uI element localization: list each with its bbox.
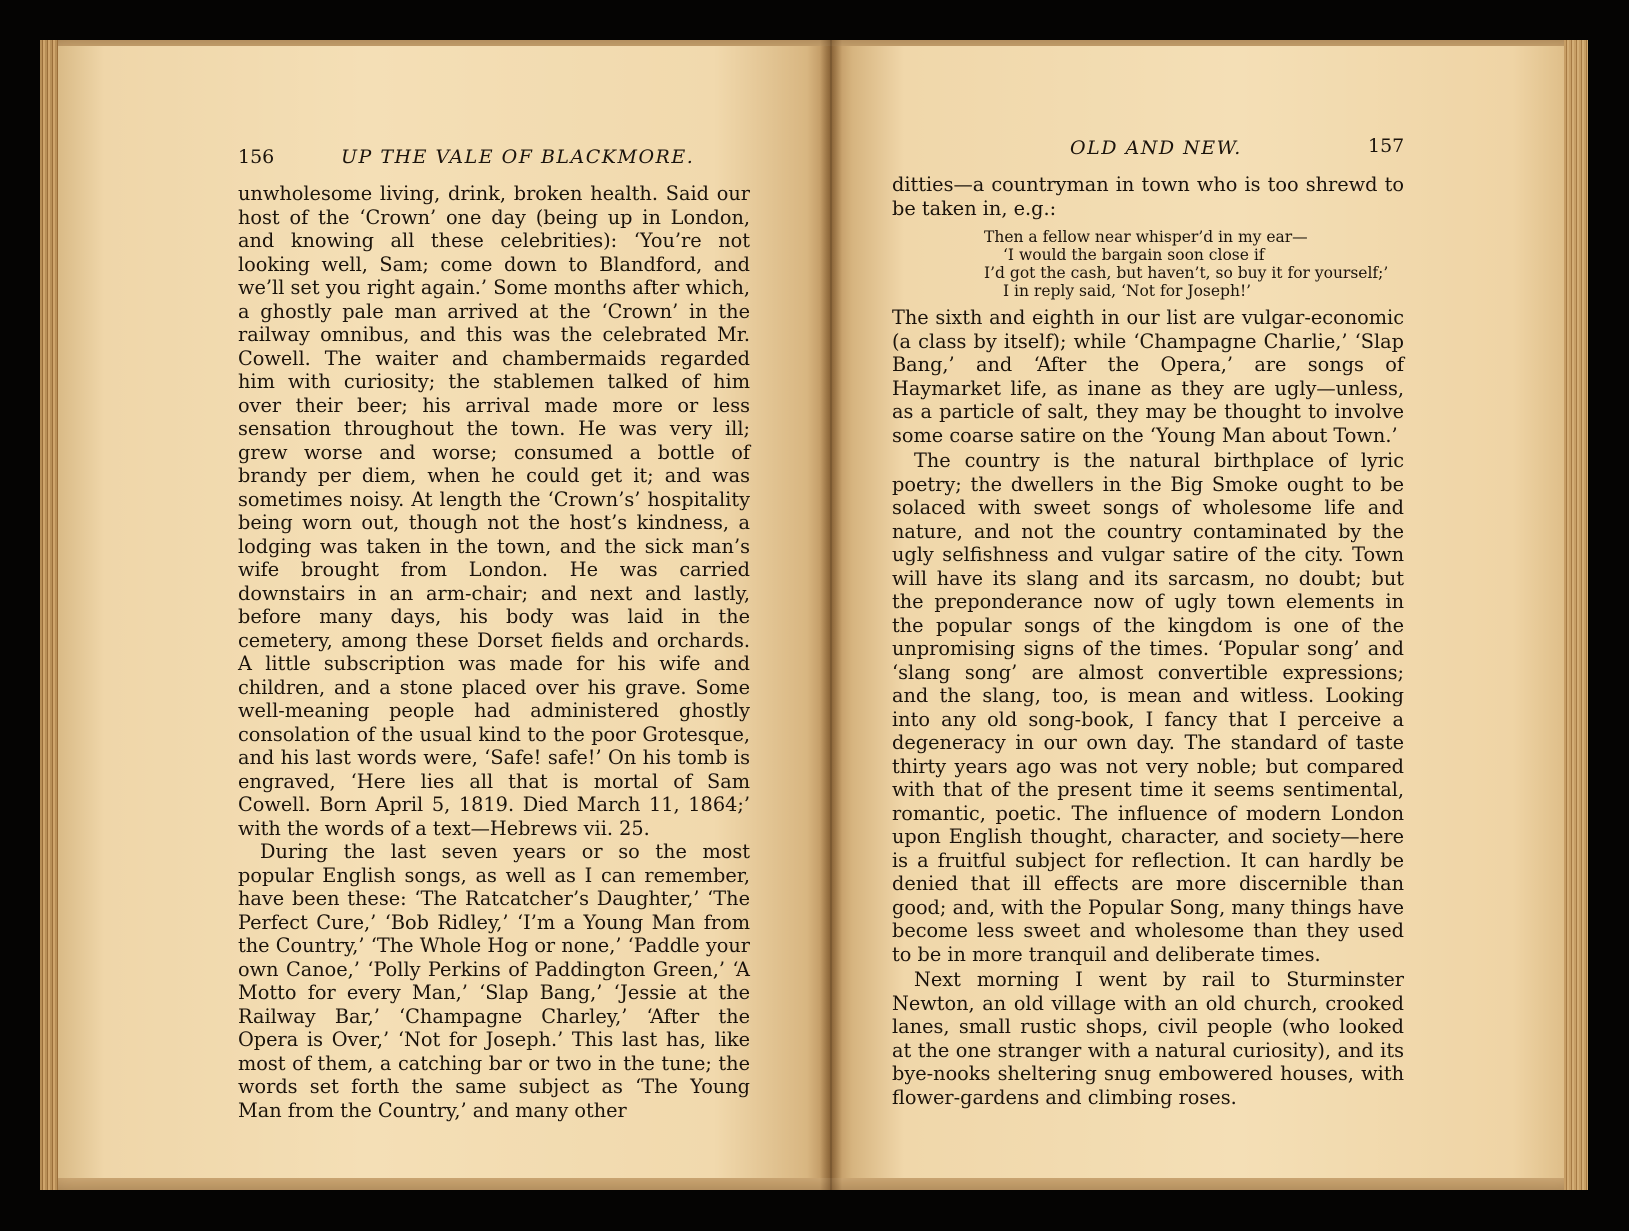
page-edges-right xyxy=(1564,40,1588,1190)
running-head-left: UP THE VALE OF BLACKMORE. xyxy=(341,146,695,168)
verse-quote xyxy=(892,228,1404,300)
left-paragraph-1: unwholesome living, drink, broken health. Said our host of the ‘Crown’ one day (being up in London, and knowing all these celebrities): ‘You’re not looking well, Sam; come down to Blandford, and we’ll set you right again.’ Some months after which, a ghostly pale man arrived at the ‘Crown’ in the railway omnibus, and this was the celebrated Mr. Cowell. The waiter and chambermaids regarded him with curiosity; the stablemen talked of him over their beer; his arrival made more or less sensation throughout the town. He was very ill; grew worse and worse; consumed a bottle of brandy per diem, when he could get it; and was sometimes noisy. At length the ‘Crown’s’ hospitality being worn out, though not the host’s kindness, a lodging was taken in the town, and the sick man’s wife brought from London. He was carried downstairs in an arm-chair; and next and lastly, before many days, his body was laid in the cemetery, among these Dorset fields and orchards. A little subscription was made for his wife and children, and a stone placed over his grave. Some well-meaning people had administered ghostly consolation of the usual kind to the poor Grotesque, and his last words were, ‘Safe! safe!’ On his tomb is engraved, ‘Here lies all that is mortal of Sam Cowell. Born April 5, 1819. Died March 11, 1864;’ with the words of a text—Hebrews vii. 25. xyxy=(238,182,750,840)
left-page xyxy=(58,46,830,1178)
verse-line: I in reply said, ‘Not for Joseph!’ xyxy=(1003,282,1252,300)
page-number-right: 157 xyxy=(1368,135,1405,157)
right-paragraph-1: ditties—a countryman in town who is too shrewd to be taken in, e.g.: xyxy=(892,173,1404,220)
left-page-body xyxy=(238,182,750,1122)
page-edges-left xyxy=(40,40,58,1190)
verse-line: Then a fellow near whisper’d in my ear— xyxy=(984,228,1308,246)
right-paragraph-3: The country is the natural birthplace of lyric poetry; the dwellers in the Big Smoke ought to be solaced with sweet songs of wholesome life and nature, and not the country contaminated by the ugly selfishness and vulgar satire of the city. Town will have its slang and its sarcasm, no doubt; but the preponderance now of ugly town elements in the popular songs of the kingdom is one of the unpromising signs of the times. ‘Popular song’ and ‘slang song’ are almost convertible expressions; and the slang, too, is mean and witless. Looking into any old song-book, I fancy that I perceive a degeneracy in our own day. The standard of taste thirty years ago was not very noble; but compared with that of the present time it seems sentimental, romantic, poetic. The influence of modern London upon English thought, character, and society—here is a fruitful subject for reflection. It can hardly be denied that ill effects are more discernible than good; and, with the Popular Song, many things have become less sweet and wholesome than they used to be in more tranquil and deliberate times. xyxy=(892,449,1404,966)
verse-line: ‘I would the bargain soon close if xyxy=(1003,246,1265,264)
left-paragraph-2: During the last seven years or so the most popular English songs, as well as I can remember, have been these: ‘The Ratcatcher’s Daughter,’ ‘The Perfect Cure,’ ‘Bob Ridley,’ ‘I’m a Young Man from the Country,’ ‘The Whole Hog or none,’ ‘Paddle your own Canoe,’ ‘Polly Perkins of Paddington Green,’ ‘A Motto for every Man,’ ‘Slap Bang,’ ‘Jessie at the Railway Bar,’ ‘Champagne Charley,’ ‘After the Opera is Over,’ ‘Not for Joseph.’ This last has, like most of them, a catching bar or two in the tune; the words set forth the same subject as ‘The Young Man from the Country,’ and many other xyxy=(238,840,750,1122)
right-paragraph-2: The sixth and eighth in our list are vulgar-economic (a class by itself); while ‘Champagne Charlie,’ ‘Slap Bang,’ and ‘After the Opera,’ are songs of Haymarket life, as inane as they are ugly—unless, as a particle of salt, they may be thought to involve some coarse satire on the ‘Young Man about Town.’ xyxy=(892,306,1404,447)
verse-line: I’d got the cash, but haven’t, so buy it for yourself;’ xyxy=(984,264,1389,282)
open-book xyxy=(40,40,1588,1190)
book-gutter xyxy=(820,40,842,1190)
right-paragraph-4: Next morning I went by rail to Sturminster Newton, an old village with an old church, crooked lanes, small rustic shops, civil people (who looked at the one stranger with a natural curiosity), and its bye-nooks sheltering snug embowered houses, with flower-gardens and climbing roses. xyxy=(892,968,1404,1109)
right-page-body xyxy=(892,173,1404,1109)
running-head-right: OLD AND NEW. xyxy=(1070,137,1242,159)
right-page xyxy=(830,46,1572,1178)
page-number-left: 156 xyxy=(238,146,275,168)
